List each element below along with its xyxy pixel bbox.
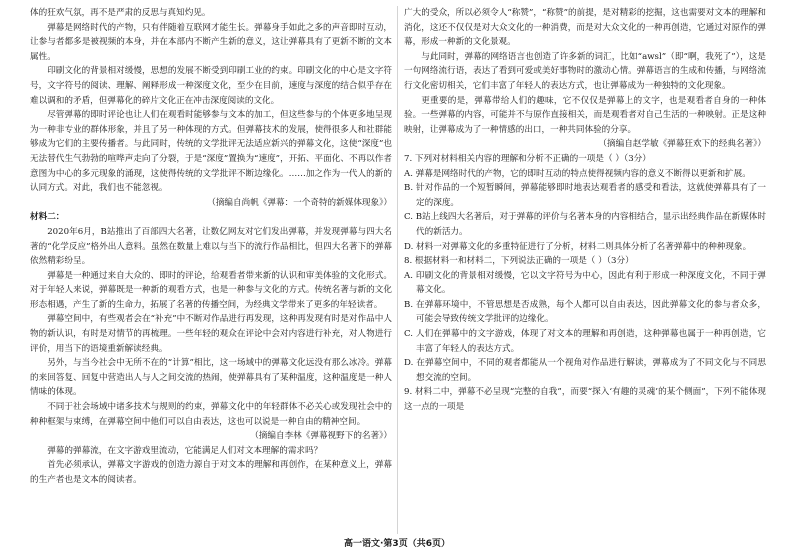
question-7-option-a: A. 弹幕是网络时代的产物，它的即时互动的特点使得视频内容的意义不断得以更新和扩展。 [404, 168, 751, 179]
question-8-option-b: B. 在弹幕环境中，不管思想是否成熟，每个人都可以自由表达，因此弹幕文化的参与者众多，可能会导致传统文学批评的边缘化。 [404, 299, 766, 325]
question-8-option-c: C. 人们在弹幕中的文字游戏，体现了对文本的理解和再创造，这种弹幕也属于一种再创造，它丰富了年轻人的表达方式。 [404, 329, 766, 354]
paragraph: 与此同时，弹幕的网络语言也创造了许多新的词汇，比如“awsl”（即“啊，我死了”），这是一句网络流行语，表达了看到可爱或美好事物时的激动心情。弹幕语言的生成和传播，与网络流行文化密切相关，它们丰富了年轻人的表达方式，也让弹幕成为一种独特的文化现象。 [404, 51, 766, 91]
column-divider [397, 6, 398, 534]
paragraph: 弹幕空间中，有些观者会在“补充”中不断对作品进行再发现，这种再发现有时是对作品中人物的新认识，有时是对情节的再梳理。一些年轻的观众在评论中会对内容进行补充，对人物进行评价，用当下的语境重新解读经典。 [30, 314, 392, 354]
source-citation: （摘编自尚帆《弹幕：一个奇特的新媒体现象》） [207, 197, 392, 208]
source-citation: （摘编自李林《弹幕视野下的名著》） [250, 431, 392, 442]
source-citation: （摘编自赵学敏《弹幕狂欢下的经典名著》） [598, 139, 766, 150]
question-7-option-d: D. 材料一对弹幕文化的多重特征进行了分析，材料二则具体分析了名著弹幕中的种种现象。 [404, 241, 752, 252]
question-8-option-a: A. 印刷文化的背景相对缓慢，它以文字符号为中心，因此有利于形成一种深度文化，不同于弹幕文化。 [404, 270, 766, 296]
paragraph: 弹幕是一种通过来自大众的、即时的评论，给观看者带来新的认识和审美体验的文化形式。对于年轻人来说，弹幕既是一种新的观看方式，也是一种参与文化的方式。传统名著与新的文化形态相遇，产生了新的生命力，拓展了名著的传播空间，为经典文学带来了更多的年轻读者。 [30, 270, 392, 310]
paragraph: 更重要的是，弹幕带给人们的趣味，它不仅仅是弹幕上的文字，也是观看者自身的一种体验。一些弹幕的内容，可能并不与原作直接相关，而是观看者对自己生活的一种映射。正是这种映射，让弹幕成为了一种情感的出口，一种共同体验的分享。 [404, 95, 766, 135]
question-9: 9. 材料二中，弹幕不必呈现“完整的自我”，而要“探入‘有趣的灵魂’的某个侧面”，下列不能体现这一点的一项是 [404, 387, 766, 413]
paragraph: 不同于社会场域中诸多技术与规则的约束，弹幕文化中的年轻群体不必关心或发现社会中的种种框架与束缚，在弹幕空间中他们可以自由表达，这也可以说是一种自由的精神空间。 [30, 402, 392, 427]
paragraph: 体的狂欢气氛，再不是严肃的反思与真知灼见。 [30, 8, 211, 18]
page-footer: 高一语文·第3页（共6页） [344, 539, 450, 549]
paragraph: 弹幕是网络时代的产物，只有伴随着互联网才能生长。弹幕身手如此之多的声音即时互动，让参与者都多是被视频的本身，并在本部内不断产生新的意义，这让弹幕具有了更新不断的文本属性。 [30, 22, 392, 62]
right-column [404, 6, 766, 415]
paragraph: 2020年6月，B站推出了百部四大名著，让数亿网友对它们发出弹幕，并发现弹幕与四大名著的“化学反应”格外出人意料。虽然在数量上难以与当下的流行作品相比，但四大名著下的弹幕依然精彩纷呈。 [30, 226, 392, 267]
left-column [30, 6, 392, 488]
question-7: 7. 下列对材料相关内容的理解和分析不正确的一项是（ ）（3分） [404, 153, 651, 164]
paragraph: 另外，与当今社会中无所不在的“计算”相比，这一场域中的弹幕文化远没有那么冰冷。弹幕的来回答复、回复中营造出人与人之间交流的热闹，使弹幕具有了某种温度，这种温度是一种人情味的体现。 [30, 358, 392, 398]
paragraph: 印刷文化的背景相对缓慢，思想的发展不断受到印刷工业的约束。印刷文化的中心是文字符号，文字符号的阅读、理解、阐释形成一种深度文化，至少在目前，速度与深度的结合似乎存在难以调和的矛盾，但弹幕化的碎片文化正在冲击深度阅读的文化。 [30, 66, 392, 106]
paragraph: 首先必须承认，弹幕文字游戏的创造力源自于对文本的理解和再创作，在某种意义上，弹幕的生产者也是文本的阅读者。 [30, 460, 392, 485]
question-8: 8. 根据材料一和材料二，下列说法正确的一项是（ ）（3分） [404, 256, 634, 267]
paragraph: 广大的受众，所以必须令人“称赞”，“称赞”的前提，是对精彩的挖掘，这也需要对文本的理解和消化，这还不仅仅是对大众文化的一种消费，而是对大众文化的一种再创造，它通过对原作的弹幕，形成一种新的文化景观。 [404, 8, 766, 48]
question-7-option-b: B. 针对作品的一个短暂瞬间，弹幕能够即时地表达观看者的感受和看法，这就使弹幕具有了一定的深度。 [404, 183, 766, 208]
paragraph: 尽管弹幕的即时评论也让人们在观看时能够参与文本的加工，但这些参与的个体更多地呈现为一种非专业的群体形象，并且了另一种体现的方式。但弹幕技术的发展，使得很多人和社群能够成为它们的主要传播者。与此同时，传统的文学批评无法适应新兴的弹幕文化，这使“深度”也无法替代生气勃勃的喧哗声走向了分裂，于是“深度”置换为“速度”，开拓、平面化、不再以作者意图为中心的多元现象的涌现，这使得传统的文学批评不断边缘化。……加之作为一代人的新的认同方式。对此，我们也不能忽视。 [30, 110, 392, 194]
material-heading: 材料二： [30, 212, 65, 223]
question-8-option-d: D. 在弹幕空间中，不同的观者都能从一个视角对作品进行解读，弹幕成为了不同文化与不同思想交流的空间。 [404, 358, 766, 383]
question-7-option-c: C. B站上线四大名著后，对于弹幕的评价与名著本身的内容相结合，显示出经典作品在新媒体时代的新活力。 [404, 212, 766, 237]
paragraph: 弹幕的弹幕流，在文字游戏里流动，它能满足人们对文本理解的需求吗？ [47, 445, 323, 456]
